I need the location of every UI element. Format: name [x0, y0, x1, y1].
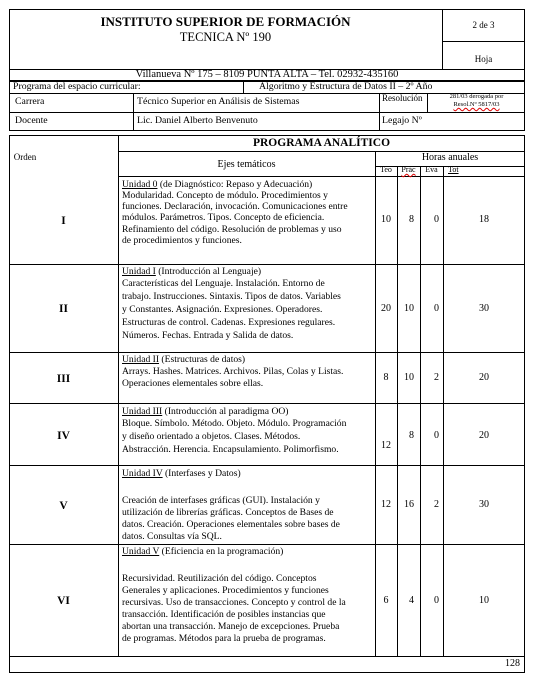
unit-order: II	[59, 303, 68, 315]
hours-teo: 6	[383, 595, 389, 606]
axes-header: Ejes temáticos	[217, 159, 276, 170]
row-separator	[9, 403, 525, 404]
hours-tot: 30	[479, 499, 489, 510]
order-col-line	[118, 135, 119, 656]
program-label: Programa del espacio curricular:	[13, 81, 141, 92]
hours-tot: 30	[479, 303, 489, 314]
info-row-line-2	[9, 112, 525, 113]
order-header: Orden	[13, 152, 37, 162]
header-page-divider	[442, 41, 525, 42]
unit-line: utilización de librerías gráficas. Conceptos de Bases de	[122, 507, 334, 518]
hours-tot: 10	[479, 595, 489, 606]
prac-col-line	[397, 166, 398, 656]
unit-line: datos. Creación. Operaciones elementales sobre bases de	[122, 519, 340, 530]
unit-line: Arrays. Hashes. Matrices. Archivos. Pilas, Colas y Listas.	[122, 366, 344, 377]
career-label: Carrera	[15, 96, 45, 107]
unit-subtitle: (Eficiencia en la programación)	[159, 546, 284, 557]
unit-line: módulos. Parámetros. Tipos. Concepto de eficiencia.	[122, 212, 325, 223]
hours-prac: 8	[409, 430, 414, 441]
career-value: Técnico Superior en Análisis de Sistemas	[137, 96, 300, 107]
unit-order: I	[61, 215, 66, 227]
info-col-line-2	[243, 81, 244, 93]
hours-teo: 8	[383, 372, 389, 383]
unit-line: de procedimientos y funciones.	[122, 235, 242, 246]
unit-line: Bloque. Símbolo. Método. Objeto. Módulo. Programación	[122, 418, 347, 429]
hours-teo: 20	[381, 303, 391, 314]
unit-line: Generales y aplicaciones. Procedimientos y funciones	[122, 585, 329, 596]
hours-teo: 12	[381, 499, 391, 510]
tot-col-line	[443, 166, 444, 656]
hours-eva: 0	[434, 303, 439, 314]
hours-tot: 18	[479, 214, 489, 225]
hours-teo: 10	[381, 214, 391, 225]
teacher-value: Lic. Daniel Alberto Benvenuto	[137, 115, 258, 126]
unit-heading	[122, 354, 245, 365]
eva-col-line	[420, 166, 421, 656]
hours-header: Horas anuales	[421, 152, 479, 163]
unit-line: Refinamiento del código. Resolución de problemas y uso	[122, 224, 342, 235]
row-separator	[9, 544, 525, 545]
institute-number: TECNICA Nº 190	[179, 30, 272, 44]
col-prac-header: Prác	[401, 165, 416, 174]
unit-title: Unidad II	[122, 354, 160, 365]
hours-eva: 0	[434, 430, 439, 441]
row-separator	[9, 352, 525, 353]
hours-eva: 2	[434, 372, 439, 383]
row-separator	[9, 465, 525, 466]
unit-line: y Constantes. Asignación. Expresiones. Operadores.	[122, 304, 323, 315]
unit-heading	[122, 546, 283, 557]
unit-order: VI	[57, 595, 70, 607]
unit-line: Características del Lenguaje. Instalación. Entorno de	[122, 278, 325, 289]
unit-subtitle: (Introducción al paradigma OO)	[162, 406, 289, 417]
unit-order: IV	[57, 430, 70, 442]
unit-line: Números. Fechas. Entrada y Salida de datos.	[122, 330, 294, 341]
resolution-value-1: 281/03 derogada por	[449, 93, 504, 100]
unit-heading	[122, 179, 312, 190]
unit-line: Modularidad. Concepto de módulo. Procedimientos y	[122, 190, 328, 201]
hours-eva: 0	[434, 595, 439, 606]
unit-heading	[122, 266, 261, 277]
unit-line: transacción. Identificación de posibles instancias que	[122, 609, 326, 620]
unit-subtitle: (Estructuras de datos)	[159, 354, 246, 365]
unit-title: Unidad V	[122, 546, 160, 557]
resolution-label: Resolución	[382, 93, 423, 103]
row-separator	[9, 656, 525, 657]
unit-subtitle: (Interfases y Datos)	[162, 468, 241, 479]
unit-heading	[122, 406, 289, 417]
institute-address: Villanueva Nº 175 – 8109 PUNTA ALTA – Tel. 02932-435160	[135, 69, 399, 80]
sheet-label: Hoja	[474, 54, 493, 64]
hours-prac: 4	[409, 595, 414, 606]
unit-line: Estructuras de control. Cadenas. Expresiones regulares.	[122, 317, 336, 328]
unit-title: Unidad III	[122, 406, 163, 417]
unit-order: V	[59, 500, 68, 512]
hours-teo: 12	[381, 440, 391, 451]
header-bottom-line	[118, 176, 525, 177]
hours-tot: 20	[479, 430, 489, 441]
unit-line: abortan una transacción. Manejo de excepciones. Prueba	[122, 621, 340, 632]
unit-line: Creación de interfases gráficas (GUI). Instalación y	[122, 495, 320, 506]
unit-line: Abstracción. Herencia. Encapsulamiento. Polimorfismo.	[122, 444, 339, 455]
file-label: Legajo Nº	[382, 115, 422, 126]
unit-line: y diseño orientado a objetos. Clases. Métodos.	[122, 431, 301, 442]
unit-line: Operaciones elementales sobre ellas.	[122, 378, 264, 389]
unit-line: recursivas. Uso de transacciones. Concepto y control de la	[122, 597, 346, 608]
row-separator	[9, 264, 525, 265]
unit-heading	[122, 468, 241, 479]
unit-title: Unidad I	[122, 266, 156, 277]
hours-prac: 10	[404, 372, 414, 383]
col-teo-header: Teo	[380, 165, 392, 174]
unit-subtitle: (de Diagnóstico: Repaso y Adecuación)	[157, 179, 313, 190]
resolution-value-2: Resol.Nº 5817/03	[453, 101, 500, 108]
col-tot-header: Tot	[448, 165, 459, 174]
col-eva-header: Eva	[425, 165, 438, 174]
hours-tot: 20	[479, 372, 489, 383]
institute-name: INSTITUTO SUPERIOR DE FORMACIÓN	[100, 14, 351, 29]
hours-prac: 8	[409, 214, 414, 225]
hours-prac: 10	[404, 303, 414, 314]
unit-line: datos. Consultas vía SQL.	[122, 531, 222, 542]
teacher-label: Docente	[15, 115, 48, 126]
unit-subtitle: (Introducción al Lenguaje)	[155, 266, 262, 277]
unit-line: de programas. Métodos para la prueba de programas.	[122, 633, 326, 644]
info-col-line-1	[133, 93, 134, 131]
page-of: 2 de 3	[472, 20, 495, 30]
unit-title: Unidad IV	[122, 468, 163, 479]
hours-prac: 16	[404, 499, 414, 510]
page-number: 128	[505, 658, 520, 669]
unit-line: Recursividad. Reutilización del código. Conceptos	[122, 573, 317, 584]
unit-line: trabajo. Instrucciones. Sintaxis. Tipos de datos. Variables	[122, 291, 341, 302]
hours-eva: 0	[434, 214, 439, 225]
unit-line: funciones. Declaración, invocación. Comunicaciones entre	[122, 201, 348, 212]
info-col-line-3	[379, 93, 380, 131]
program-value: Algoritmo y Estructura de Datos II – 2º Año	[259, 81, 433, 92]
hours-eva: 2	[434, 499, 439, 510]
program-title: PROGRAMA ANALÍTICO	[252, 137, 391, 149]
unit-title: Unidad 0	[122, 179, 158, 190]
unit-order: III	[56, 373, 71, 385]
